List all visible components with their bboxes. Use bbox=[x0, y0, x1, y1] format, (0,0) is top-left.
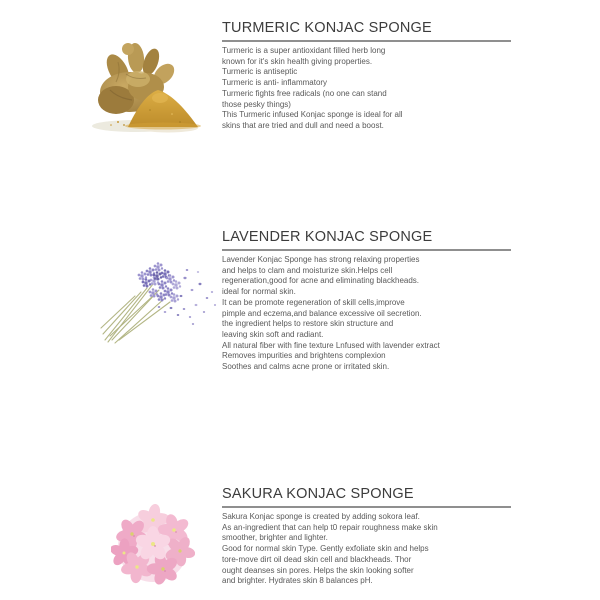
section-title-lavender: LAVENDER KONJAC SPONGE bbox=[222, 229, 511, 251]
body-line: Sakura Konjac sponge is created by adding sokora leaf. bbox=[222, 512, 420, 521]
body-line: It can be promote regeneration of skill cells,improve bbox=[222, 297, 405, 307]
section-body-turmeric bbox=[222, 46, 511, 132]
lavender-stems bbox=[101, 284, 170, 343]
sakura-image bbox=[111, 504, 195, 588]
section-title-turmeric: TURMERIC KONJAC SPONGE bbox=[222, 20, 511, 42]
body-line: those pesky things) bbox=[222, 99, 291, 109]
body-line: All natural fiber with fine texture Lnfused with lavender extract bbox=[222, 340, 440, 350]
body-line: Turmeric is antiseptic bbox=[222, 67, 298, 77]
body-line: regeneration,good for acne and eliminating blackheads. bbox=[222, 276, 420, 286]
section-lavender bbox=[222, 229, 511, 373]
body-line: leaving skin soft and radiant. bbox=[222, 329, 324, 339]
body-line: Turmeric is a super antioxidant filled herb long bbox=[222, 46, 386, 55]
body-line: Turmeric is anti- inflammatory bbox=[222, 78, 328, 88]
section-body-sakura bbox=[222, 512, 511, 587]
body-line: ideal for normal skin. bbox=[222, 287, 296, 297]
body-line: Good for normal skin Type. Gently exfoliate skin and helps bbox=[222, 544, 429, 554]
body-line: smoother, brighter and lighter. bbox=[222, 533, 328, 543]
body-line: ought deanses sin pores. Helps the skin looking softer bbox=[222, 565, 414, 575]
body-line: As an-ingredient that can help t0 repair roughness make skin bbox=[222, 522, 438, 532]
body-line: tore-move dirt oil dead skin cell and blackheads. Thor bbox=[222, 554, 412, 564]
lavender-florets bbox=[138, 262, 182, 302]
body-line: This Turmeric infused Konjac sponge is ideal for all bbox=[222, 110, 403, 120]
body-line: known for it's skin health giving properties. bbox=[222, 56, 373, 66]
body-line: skins that are tried and dull and need a boost. bbox=[222, 120, 384, 130]
body-line: Removes impurities and brightens complexion bbox=[222, 351, 386, 361]
turmeric-image bbox=[88, 32, 210, 134]
section-body-lavender bbox=[222, 255, 511, 373]
body-line: Lavender Konjac Sponge has strong relaxing properties bbox=[222, 255, 420, 264]
body-line: the ingredient helps to restore skin structure and bbox=[222, 319, 394, 329]
lavender-image bbox=[95, 250, 221, 348]
body-line: Soothes and calms acne prone or irritated skin. bbox=[222, 362, 390, 372]
section-sakura bbox=[222, 486, 511, 587]
section-turmeric bbox=[222, 20, 511, 132]
section-title-sakura: SAKURA KONJAC SPONGE bbox=[222, 486, 511, 508]
body-line: Turmeric fights free radicals (no one can stand bbox=[222, 88, 387, 98]
body-line: and helps to clam and moisturize skin.Helps cell bbox=[222, 265, 393, 275]
body-line: and brighter. Hydrates skin 8 balances pH. bbox=[222, 576, 373, 586]
body-line: pimple and eczema,and balance excessive oil secretion. bbox=[222, 308, 422, 318]
